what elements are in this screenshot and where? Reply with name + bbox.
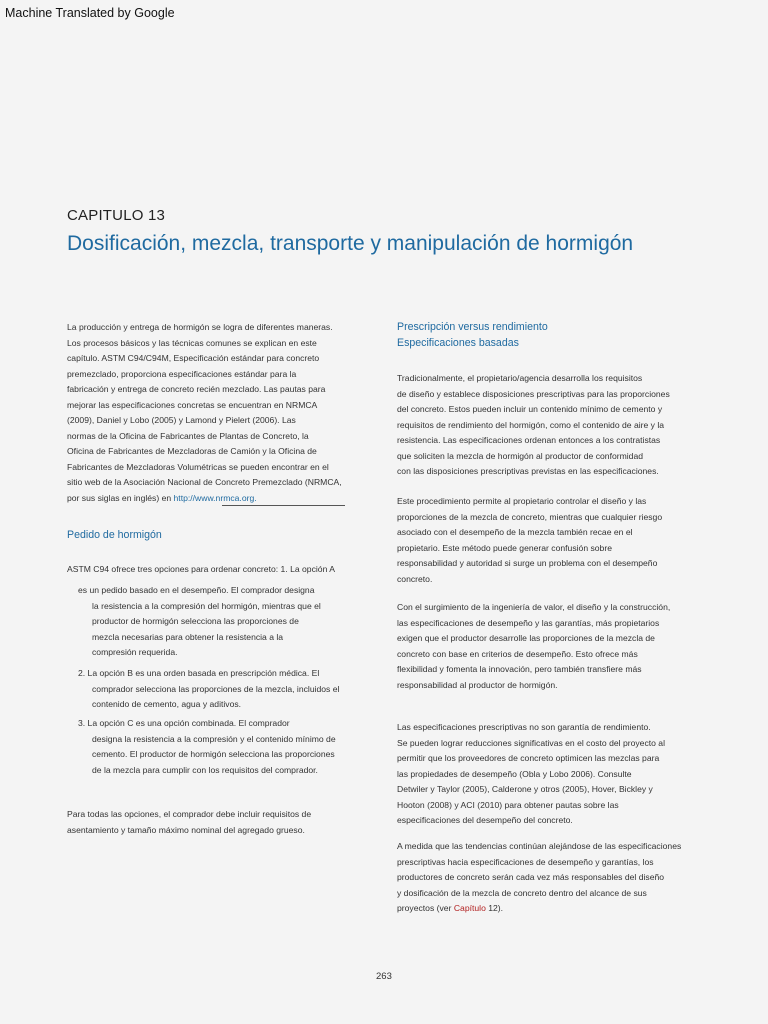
text-line: las especificaciones de desempeño y las garantías, más propietarios (397, 617, 660, 628)
paragraph-prescriptivas (397, 720, 665, 829)
text-line: mejorar las especificaciones concretas se encuentran en NRMCA (67, 399, 318, 410)
text-line: asociado con el desempeño de la mezcla también recae en el (397, 527, 633, 537)
option-b-paragraph (78, 666, 339, 713)
text-line: de diseño y establece disposiciones prescriptivas para las proporciones (397, 388, 670, 399)
text-line: la resistencia a la compresión del hormigón, mientras que el (92, 600, 321, 611)
text-line: normas de la Oficina de Fabricantes de Plantas de Concreto, la (67, 430, 309, 441)
text-line: responsabilidad y autoridad si surge un problema con el desempeño (397, 558, 658, 568)
text-line: las propiedades de desempeño (Obla y Lobo 2006). Consulte (397, 768, 632, 779)
text-line: concreto. (397, 573, 433, 584)
heading-line: Especificaciones basadas (397, 336, 519, 349)
order-intro: ASTM C94 ofrece tres opciones para ordenar concreto: 1. La opción A (67, 564, 335, 574)
text-line: prescriptivas hacia especificaciones de desempeño y garantías, los (397, 856, 654, 867)
nrmca-link[interactable]: http://www.nrmca.org. (173, 492, 257, 503)
text-line: (2009), Daniel y Lobo (2005) y Lamond y Pielert (2006). Las (67, 415, 296, 425)
text-line (67, 491, 342, 507)
text-line: resistencia. Las especificaciones ordenan entonces a los contratistas (397, 435, 661, 445)
machine-translated-banner: Machine Translated by Google (5, 6, 175, 20)
link-underline-rule (222, 505, 345, 506)
text-line: productores de concreto serán cada vez más responsables del diseño (397, 872, 665, 882)
text-line: productor de hormigón selecciona las proporciones de (92, 616, 299, 626)
text-line: flexibilidad y fomenta la innovación, pero también transfiere más (397, 664, 642, 674)
text-line: asentamiento y tamaño máximo nominal del agregado grueso. (67, 824, 305, 835)
text-line: A medida que las tendencias continúan alejándose de las especificaciones (397, 841, 682, 851)
text-line: premezclado, proporciona especificaciones estándar para la (67, 368, 297, 379)
text-line: compresión requerida. (92, 647, 178, 657)
text-line: es un pedido basado en el desempeño. El comprador designa (78, 585, 315, 595)
option-a-paragraph (78, 583, 321, 661)
text-line (397, 901, 681, 917)
intro-paragraph (67, 320, 342, 506)
closing-paragraph (67, 807, 311, 838)
text-line: Los procesos básicos y las técnicas comunes se explican en este (67, 337, 317, 348)
heading-prescripcion (397, 320, 548, 351)
text-segment: proyectos (ver (397, 903, 454, 913)
heading-line: Prescripción versus rendimiento (397, 321, 548, 333)
paragraph-ingenieria (397, 600, 670, 693)
text-segment: 12). (485, 903, 504, 913)
text-line: exigen que el productor desarrolle las proporciones de la mezcla de (397, 633, 655, 643)
text-line: Se pueden lograr reducciones significativas en el costo del proyecto al (397, 737, 665, 748)
text-line: comprador selecciona las proporciones de la mezcla, incluidos el (92, 683, 340, 694)
chapter-cross-reference-link[interactable]: Capítulo (453, 903, 486, 913)
text-line: Oficina de Fabricantes de Mezcladoras de Camión y la Oficina de (67, 446, 317, 456)
text-line: Hooton (2008) y ACI (2010) para obtener pautas sobre las (397, 799, 619, 810)
text-line: y dosificación de la mezcla de concreto dentro del alcance de sus (397, 887, 647, 898)
text-line: sitio web de la Asociación Nacional de Concreto Premezclado (NRMCA, (67, 477, 342, 487)
text-line: designa la resistencia a la compresión y el contenido mínimo de (92, 733, 336, 744)
text-line: Fabricantes de Mezcladoras Volumétricas se pueden encontrar en el (67, 461, 329, 472)
text-line: requisitos de rendimiento del hormigón, como el contenido de aire y la (397, 419, 665, 430)
text-line: contenido de cemento, agua y aditivos. (92, 699, 242, 709)
paragraph-tradicionalmente (397, 371, 670, 480)
text-line: fabricación y entrega de concreto recién mezclado. Las pautas para (67, 384, 326, 394)
text-line: cemento. El productor de hormigón selecciona las proporciones (92, 749, 335, 759)
text-segment: por sus siglas en inglés) en (67, 492, 174, 503)
text-line: de la mezcla para cumplir con los requisitos del comprador. (92, 764, 318, 775)
text-line: Detwiler y Taylor (2005), Calderone y otros (2005), Hover, Bickley y (397, 784, 653, 794)
text-line: Las especificaciones prescriptivas no son garantía de rendimiento. (397, 722, 651, 732)
text-line: Tradicionalmente, el propietario/agencia desarrolla los requisitos (397, 373, 643, 383)
text-line: especificaciones del desempeño del concreto. (397, 815, 573, 825)
text-line: 2. La opción B es una orden basada en prescripción médica. El (78, 668, 320, 678)
paragraph-procedimiento (397, 494, 662, 587)
paragraph-tendencias (397, 839, 681, 917)
text-line: Este procedimiento permite al propietario controlar el diseño y las (397, 496, 647, 506)
page-number: 263 (376, 971, 392, 982)
chapter-title: Dosificación, mezcla, transporte y manipulación de hormigón (67, 232, 634, 255)
text-line: proporciones de la mezcla de concreto, mientras que cualquier riesgo (397, 511, 663, 522)
text-line: 3. La opción C es una opción combinada. El comprador (78, 718, 290, 728)
text-line: Con el surgimiento de la ingeniería de valor, el diseño y la construcción, (397, 602, 671, 612)
text-line: con las disposiciones prescriptivas previstas en las especificaciones. (397, 466, 659, 476)
text-line: del concreto. Estos pueden incluir un contenido mínimo de cemento y (397, 404, 663, 414)
chapter-label: CAPITULO 13 (67, 207, 166, 224)
text-line: mezcla necesarias para obtener la resistencia a la (92, 631, 284, 642)
text-line: Para todas las opciones, el comprador debe incluir requisitos de (67, 809, 312, 819)
text-line: capítulo. ASTM C94/C94M, Especificación estándar para concreto (67, 353, 320, 363)
option-c-paragraph (78, 716, 336, 778)
heading-pedido: Pedido de hormigón (67, 529, 162, 541)
text-line: La producción y entrega de hormigón se logra de diferentes maneras. (67, 322, 333, 332)
text-line: que soliciten la mezcla de hormigón al productor de conformidad (397, 450, 644, 461)
text-line: concreto con base en criterios de desempeño. Esto ofrece más (397, 648, 638, 659)
text-line: responsabilidad al productor de hormigón. (397, 679, 558, 690)
text-line: propietario. Este método puede generar confusión sobre (397, 542, 612, 553)
text-line: permitir que los proveedores de concreto optimicen las mezclas para (397, 753, 660, 763)
